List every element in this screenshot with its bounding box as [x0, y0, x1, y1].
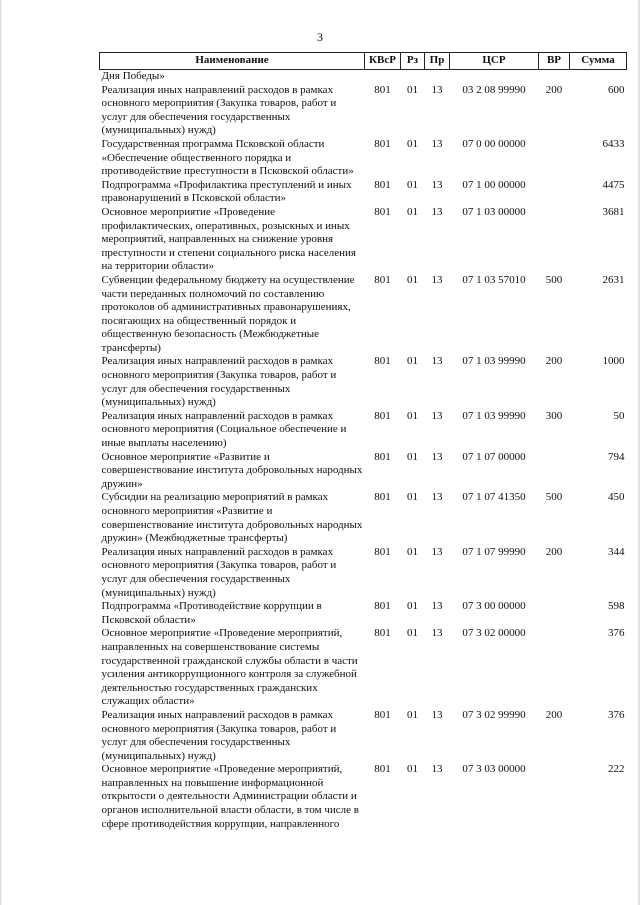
row-csr: 07 3 00 00000 [462, 600, 526, 613]
row-kvsr: 801 [374, 137, 391, 150]
row-rz: 01 [407, 355, 418, 368]
row-rz: 01 [407, 708, 418, 721]
row-name: Реализация иных направлений расходов в рамках основного мероприятия (Закупка товаров, работ и услуг для обеспечения государственных (муниципальных) нужд) [101, 83, 337, 137]
row-vr: 500 [545, 491, 563, 504]
header-sum: Сумма [570, 53, 627, 70]
row-rz: 01 [407, 83, 418, 96]
row-rz: 01 [407, 137, 418, 150]
row-rz: 01 [407, 763, 418, 776]
table-row [100, 138, 627, 179]
row-kvsr: 801 [374, 273, 391, 286]
row-rz: 01 [407, 178, 418, 191]
table-row [100, 491, 627, 545]
row-vr: 500 [545, 273, 563, 286]
row-kvsr: 801 [374, 409, 391, 422]
row-pr: 13 [431, 491, 443, 504]
row-name: Основное мероприятие «Проведение мероприятий, направленных на повышение информационной открытости о деятельности Администрации области и органов исполнительной власти области, в том числе в сфере противодействия коррупции, направленного [101, 763, 359, 830]
header-vr: ВР [539, 53, 570, 70]
row-sum: 376 [608, 708, 625, 721]
table-row [100, 763, 627, 831]
table-header-row [100, 53, 627, 70]
row-pr: 13 [431, 763, 443, 776]
row-pr: 13 [431, 409, 443, 422]
row-rz: 01 [407, 491, 418, 504]
row-name: Реализация иных направлений расходов в рамках основного мероприятия (Закупка товаров, работ и услуг для обеспечения государственных (муниципальных) нужд) [101, 545, 337, 599]
row-csr: 07 0 00 00000 [462, 137, 526, 150]
row-sum: 598 [608, 600, 625, 613]
row-kvsr: 801 [374, 355, 391, 368]
row-pr: 13 [431, 545, 443, 558]
row-name: Подпрограмма «Противодействие коррупции в Псковской области» [101, 600, 322, 626]
row-sum: 376 [608, 627, 625, 640]
row-csr: 07 3 03 00000 [462, 763, 526, 776]
row-vr [539, 138, 570, 179]
row-sum: 600 [608, 83, 625, 96]
page-number: 3 [317, 30, 323, 44]
row-vr: 200 [545, 545, 563, 558]
header-name: Наименование [100, 53, 365, 70]
table-row [100, 206, 627, 274]
table-row [100, 274, 627, 356]
table-row [100, 451, 627, 492]
row-sum: 2631 [602, 273, 625, 286]
row-name: Основное мероприятие «Проведение мероприятий, направленных на совершенствование системы государственной гражданской службы области в части усиления антикоррупционного контроля за служебной деятельностью государственных гражданских служащих области» [101, 627, 358, 708]
table-row [100, 70, 627, 84]
row-vr [539, 206, 570, 274]
row-pr: 13 [431, 273, 443, 286]
row-name: Основное мероприятие «Проведение профилактических, оперативных, розыскных и иных мероприятий, направленных на снижение уровня преступности и степени социального риска населения на территории области» [101, 205, 356, 273]
row-kvsr: 801 [374, 491, 391, 504]
row-vr: 200 [545, 83, 563, 96]
row-sum: 3681 [602, 205, 625, 218]
row-rz: 01 [407, 205, 418, 218]
row-csr: 07 1 03 99990 [462, 409, 526, 422]
row-sum: 222 [608, 763, 625, 776]
row-name: Дня Победы» [101, 70, 165, 82]
row-rz: 01 [407, 273, 418, 286]
row-name: Реализация иных направлений расходов в рамках основного мероприятия (Социальное обеспечение и иные выплаты населению) [101, 409, 347, 450]
row-vr [539, 179, 570, 206]
row-csr: 07 1 07 00000 [462, 450, 526, 463]
row-pr: 13 [431, 600, 443, 613]
table-row [100, 179, 627, 206]
row-rz: 01 [407, 450, 418, 463]
row-vr [539, 627, 570, 709]
row-csr: 07 1 00 00000 [462, 178, 526, 191]
row-kvsr: 801 [374, 763, 391, 776]
table-row [100, 410, 627, 451]
scan-edge-left [0, 0, 2, 905]
row-kvsr: 801 [374, 627, 391, 640]
row-name: Реализация иных направлений расходов в рамках основного мероприятия (Закупка товаров, работ и услуг для обеспечения государственных (муниципальных) нужд) [101, 708, 337, 762]
row-vr [539, 451, 570, 492]
row-kvsr: 801 [374, 205, 391, 218]
row-kvsr: 801 [374, 708, 391, 721]
table-row [100, 355, 627, 409]
row-name: Реализация иных направлений расходов в рамках основного мероприятия (Закупка товаров, работ и услуг для обеспечения государственных (муниципальных) нужд) [101, 355, 337, 409]
row-sum: 344 [608, 545, 625, 558]
table-row [100, 84, 627, 138]
row-sum: 6433 [602, 137, 625, 150]
row-pr: 13 [431, 627, 443, 640]
row-pr: 13 [431, 137, 443, 150]
header-pr: Пр [425, 53, 450, 70]
row-pr: 13 [431, 83, 443, 96]
row-name: Субсидии на реализацию мероприятий в рамках основного мероприятия «Развитие и совершенствование института добровольных народных дружин» (Межбюджетные трансферты) [101, 491, 363, 545]
row-csr: 07 1 03 57010 [462, 273, 526, 286]
row-vr [539, 600, 570, 627]
row-vr: 200 [545, 355, 563, 368]
row-pr: 13 [431, 450, 443, 463]
row-pr: 13 [431, 355, 443, 368]
row-rz: 01 [407, 627, 418, 640]
row-kvsr [365, 70, 401, 84]
row-csr: 03 2 08 99990 [462, 83, 526, 96]
row-vr: 200 [545, 708, 563, 721]
row-sum: 1000 [602, 355, 625, 368]
row-pr [425, 70, 450, 84]
row-rz [401, 70, 425, 84]
row-name: Подпрограмма «Профилактика преступлений и иных правонарушений в Псковской области» [101, 178, 352, 205]
row-name: Основное мероприятие «Развитие и совершенствование института добровольных народных дружин» [101, 450, 363, 490]
row-pr: 13 [431, 178, 443, 191]
budget-table [99, 52, 627, 831]
row-kvsr: 801 [374, 450, 391, 463]
row-sum: 794 [608, 450, 625, 463]
row-sum: 4475 [602, 178, 625, 191]
row-vr: 300 [545, 409, 563, 422]
row-sum: 450 [608, 491, 625, 504]
row-kvsr: 801 [374, 545, 391, 558]
row-csr: 07 3 02 99990 [462, 708, 526, 721]
row-csr [450, 70, 539, 84]
row-csr: 07 1 03 99990 [462, 355, 526, 368]
row-vr [539, 763, 570, 831]
row-kvsr: 801 [374, 178, 391, 191]
row-kvsr: 801 [374, 83, 391, 96]
row-pr: 13 [431, 708, 443, 721]
row-name: Государственная программа Псковской области «Обеспечение общественного порядка и противодействие преступности в Псковской области» [101, 137, 354, 178]
row-kvsr: 801 [374, 600, 391, 613]
header-csr: ЦСР [450, 53, 539, 70]
row-csr: 07 3 02 00000 [462, 627, 526, 640]
table-row [100, 600, 627, 627]
header-kvsr: КВсР [365, 53, 401, 70]
table-row [100, 546, 627, 600]
table-row [100, 709, 627, 763]
header-rz: Рз [401, 53, 425, 70]
row-vr [539, 70, 570, 84]
row-csr: 07 1 03 00000 [462, 205, 526, 218]
row-csr: 07 1 07 41350 [462, 491, 526, 504]
row-rz: 01 [407, 600, 418, 613]
row-sum [570, 70, 627, 84]
row-rz: 01 [407, 409, 418, 422]
row-rz: 01 [407, 545, 418, 558]
row-name: Субвенции федеральному бюджету на осуществление части переданных полномочий по составлению протоколов об административных правонарушениях, посягающих на общественный порядок и общественную безопасность (Межбюджетные трансферты) [101, 273, 355, 354]
row-csr: 07 1 07 99990 [462, 545, 526, 558]
table-row [100, 627, 627, 709]
row-sum: 50 [613, 409, 625, 422]
row-pr: 13 [431, 205, 443, 218]
